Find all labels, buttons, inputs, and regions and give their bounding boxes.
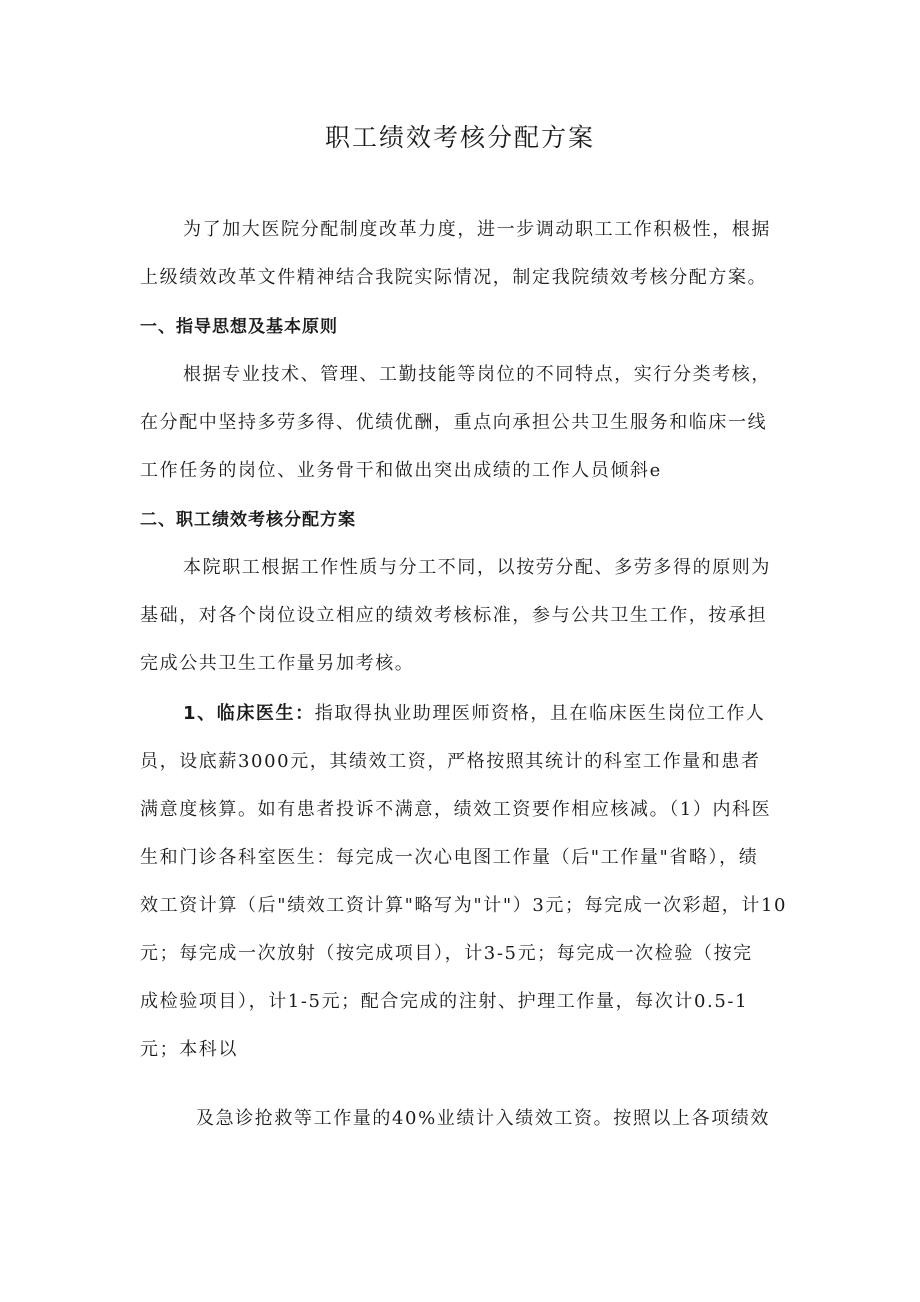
section-1-line-2: 在分配中坚持多劳多得、优绩优酬，重点向承担公共卫生服务和临床一线 [140, 412, 768, 433]
clinical-line-7: 成检验项目），计1-5元；配合完成的注射、护理工作量，每次计0.5-1 [140, 991, 749, 1012]
section-2-line-1: 本院职工根据工作性质与分工不同，以按劳分配、多劳多得的原则为 [183, 557, 771, 578]
intro-line-2: 上级绩效改革文件精神结合我院实际情况，制定我院绩效考核分配方案。 [140, 267, 768, 288]
section-2-heading: 二、职工绩效考核分配方案 [140, 510, 356, 530]
section-1-heading: 一、指导思想及基本原则 [140, 317, 338, 337]
clinical-line-8: 元；本科以 [140, 1039, 238, 1060]
section-1-line-3: 工作任务的岗位、业务骨干和做出突出成绩的工作人员倾斜e [140, 460, 662, 481]
clinical-line-1-text: 指取得执业助理医师资格，且在临床医生岗位工作人 [314, 703, 766, 724]
clinical-line-5: 效工资计算（后"绩效工资计算"略写为"计"）3元；每完成一次彩超，计10 [140, 895, 788, 916]
clinical-line-4: 生和门诊各科室医生：每完成一次心电图工作量（后"工作量"省略），绩 [140, 847, 759, 868]
clinical-line-3: 满意度核算。如有患者投诉不满意，绩效工资要作相应核减。（1）内科医 [140, 799, 772, 820]
page-title: 职工绩效考核分配方案 [324, 123, 595, 152]
clinical-line-2: 员，设底薪3000元，其绩效工资，严格按照其统计的科室工作量和患者 [140, 751, 761, 772]
clinical-line-1 [183, 700, 785, 728]
section-2-line-2: 基础，对各个岗位设立相应的绩效考核标准，参与公共卫生工作，按承担 [140, 605, 768, 626]
section-2-line-3: 完成公共卫生工作量另加考核。 [140, 653, 415, 674]
section-1-line-1: 根据专业技术、管理、工勤技能等岗位的不同特点，实行分类考核， [183, 364, 771, 385]
continuation-line-1: 及急诊抢救等工作量的40%业绩计入绩效工资。按照以上各项绩效 [196, 1108, 771, 1129]
clinical-doctor-label: 1、临床医生： [183, 703, 315, 724]
clinical-line-6: 元；每完成一次放射（按完成项目），计3-5元；每完成一次检验（按完 [140, 943, 753, 964]
intro-line-1: 为了加大医院分配制度改革力度，进一步调动职工工作积极性，根据 [183, 219, 771, 240]
